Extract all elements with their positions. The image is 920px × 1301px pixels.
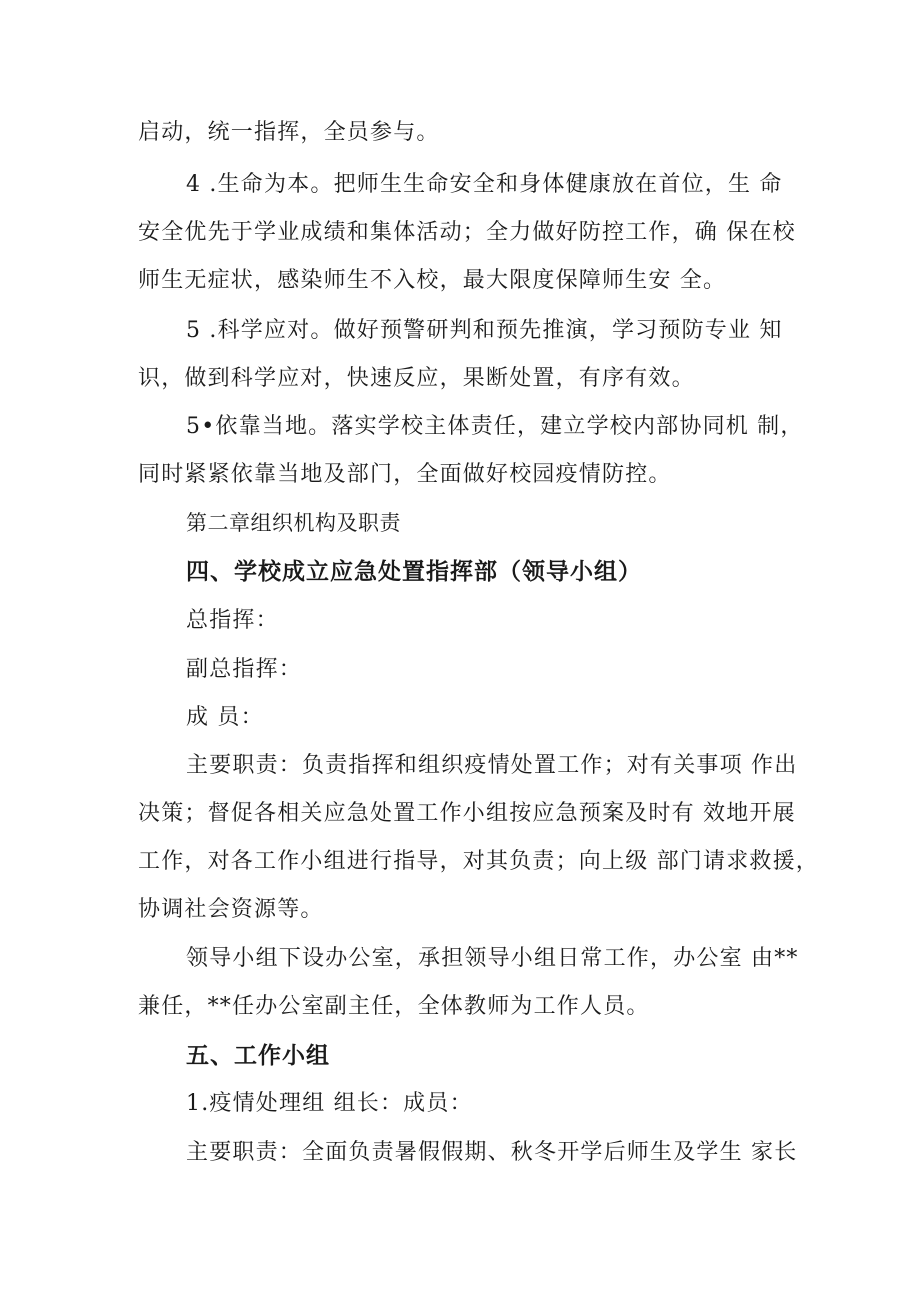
paragraph-line: 同时紧紧依靠当地及部门，全面做好校园疫情防控。 — [138, 462, 672, 487]
paragraph-line: 领导小组下设办公室，承担领导小组日常工作，办公室 由** — [186, 946, 799, 971]
paragraph-line: 兼任，**任办公室副主任，全体教师为工作人员。 — [138, 994, 650, 1019]
section-heading: 四、学校成立应急处置指挥部（领导小组） — [186, 559, 642, 585]
paragraph-line: 决策；督促各相关应急处置工作小组按应急预案及时有 效地开展 — [138, 801, 796, 826]
paragraph-line: 启动，统一指挥，全员参与。 — [138, 120, 440, 145]
paragraph-line: 师生无症状，感染师生不入校，最大限度保障师生安 全。 — [138, 268, 727, 293]
chapter-title: 第二章组织机构及职责 — [186, 511, 401, 535]
role-line: 成 员： — [186, 705, 264, 730]
section-heading: 五、工作小组 — [186, 1043, 330, 1069]
paragraph-line: 工作，对各工作小组进行指导，对其负责；向上级 部门请求救援， — [138, 849, 819, 874]
paragraph-line: 主要职责：负责指挥和组织疫情处置工作；对有关事项 作出 — [186, 753, 798, 778]
paragraph-line: 识，做到科学应对，快速反应，果断处置，有序有效。 — [138, 366, 695, 391]
paragraph-line: 安全优先于学业成绩和集体活动；全力做好防控工作，确 保在校 — [138, 220, 796, 245]
role-line: 副总指挥： — [186, 657, 303, 682]
paragraph-line: 5•依靠当地。落实学校主体责任，建立学校内部协同机 制， — [186, 414, 804, 439]
group-line: 1.疫情处理组 组长：成员： — [186, 1091, 473, 1116]
paragraph-line: 主要职责：全面负责暑假假期、秋冬开学后师生及学生 家长 — [186, 1140, 798, 1165]
paragraph-line: 5 .科学应对。做好预警研判和预先推演，学习预防专业 知 — [186, 318, 783, 343]
role-line: 总指挥： — [186, 608, 279, 633]
paragraph-line: 4 .生命为本。把师生生命安全和身体健康放在首位，生 命 — [186, 172, 783, 197]
paragraph-line: 协调社会资源等。 — [138, 897, 324, 922]
